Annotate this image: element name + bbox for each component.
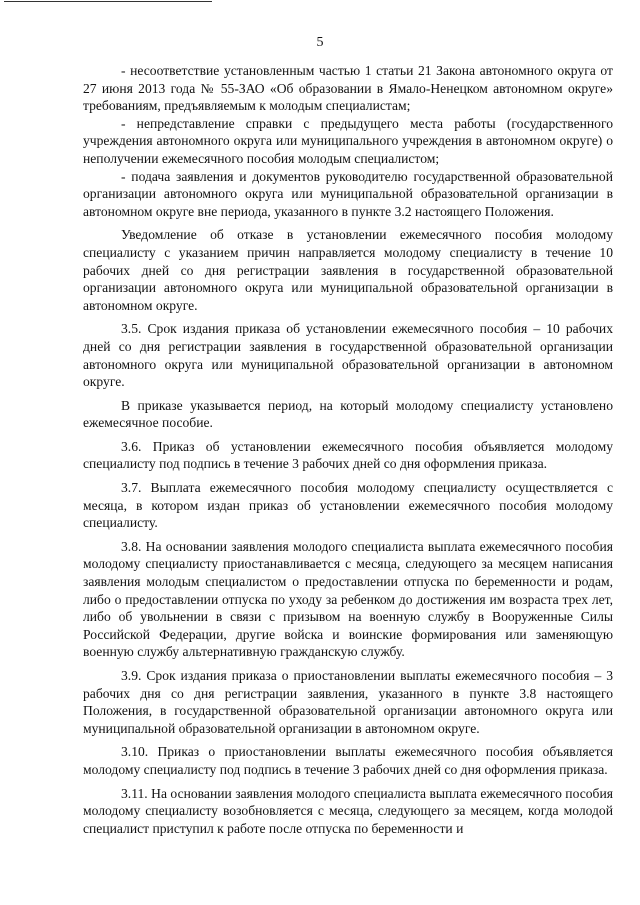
- paragraph-requirements-mismatch: - несоответствие установленным частью 1 статьи 21 Закона автономного округа от 27 июня 2013 года № 55-ЗАО «Об образовании в Ямало-Ненецком автономном округе» требованиям, предъявляемым к молодым специалистам;: [83, 63, 613, 114]
- paragraph-3-7: 3.7. Выплата ежемесячного пособия молодому специалисту осуществляется с месяца, в котором издан приказ об установлении ежемесячного пособия молодому специалисту.: [83, 480, 613, 531]
- paragraph-3-10: 3.10. Приказ о приостановлении выплаты ежемесячного пособия объявляется молодому специалисту под подпись в течение 3 рабочих дней со дня оформления приказа.: [83, 744, 613, 777]
- document-body: [83, 62, 613, 837]
- paragraph-3-5: 3.5. Срок издания приказа об установлении ежемесячного пособия – 10 рабочих дней со дня регистрации заявления в государственной образовательной организации автономного округа или муниципальной образовательной организации в автономном округе.: [83, 321, 613, 390]
- paragraph-3-11: 3.11. На основании заявления молодого специалиста выплата ежемесячного пособия молодому специалисту возобновляется с месяца, следующего за месяцем, когда молодой специалист приступил к работе после отпуска по беременности и: [83, 785, 613, 836]
- header-rule: [4, 1, 212, 2]
- paragraph-3-6: 3.6. Приказ об установлении ежемесячного пособия объявляется молодому специалисту под подпись в течение 3 рабочих дней со дня оформления приказа.: [83, 438, 613, 472]
- paragraph-3-9: 3.9. Срок издания приказа о приостановлении выплаты ежемесячного пособия – 3 рабочих дня со дня регистрации заявления, указанного в пункте 3.8 настоящего Положения, в государственной образовательной организации автономного округа или муниципальной образовательной организации в автономном округе.: [83, 668, 613, 736]
- paragraph-missing-certificate: - непредставление справки с предыдущего места работы (государственного учреждения автономного округа или муниципального учреждения в автономном округе) о неполучении ежемесячного пособия молодым специалистом;: [83, 115, 613, 166]
- paragraph-3-8: 3.8. На основании заявления молодого специалиста выплата ежемесячного пособия молодому специалисту приостанавливается с месяца, следующего за месяцем написания заявления молодым специалистом о предоставлении отпуска по беременности и родам, либо о предоставлении отпуска по уходу за ребенком до достижения им возраста трех лет, либо об увольнении в связи с призывом на военную службу в Вооруженные Силы Российской Федерации, другие войска и воинские формирования или заменяющую военную службу альтернативную гражданскую службу.: [83, 538, 613, 660]
- paragraph-refusal-notice: Уведомление об отказе в установлении ежемесячного пособия молодому специалисту с указанием причин направляется молодому специалисту в течение 10 рабочих дней со дня регистрации заявления в государственной образовательной организации автономного округа или муниципальной образовательной организации в автономном округе.: [83, 227, 613, 313]
- paragraph-order-period: В приказе указывается период, на который молодому специалисту установлено ежемесячное пособие.: [83, 397, 613, 431]
- page-number: 5: [316, 35, 324, 50]
- paragraph-late-submission: - подача заявления и документов руководителю государственной образовательной организации автономного округа или муниципальной образовательной организации в автономном округе вне периода, указанного в пункте 3.2 настоящего Положения.: [83, 168, 613, 219]
